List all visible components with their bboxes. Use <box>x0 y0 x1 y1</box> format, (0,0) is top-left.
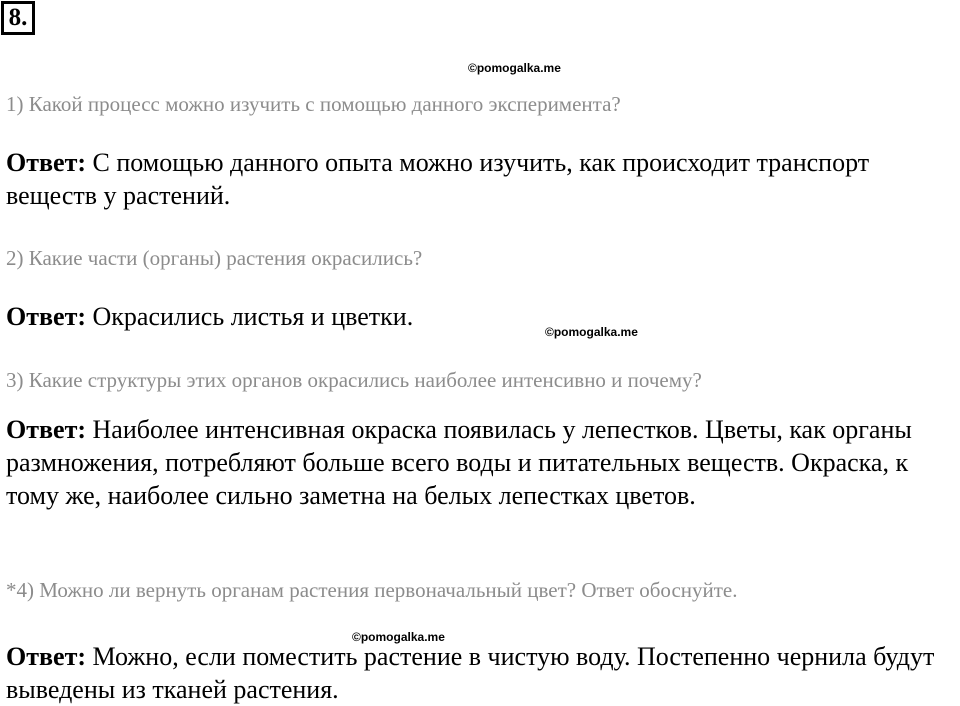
watermark: ©pomogalka.me <box>545 325 638 339</box>
answer-4 <box>6 640 958 706</box>
answer-3 <box>6 413 958 512</box>
watermark: ©pomogalka.me <box>352 630 445 644</box>
question-2: 2) Какие части (органы) растения окрасились? <box>6 246 423 270</box>
question-3: 3) Какие структуры этих органов окрасились наиболее интенсивно и почему? <box>6 368 702 392</box>
answer-4-text: Можно, если поместить растение в чистую воду. Постепенно чернила будут выведены из тканей растения. <box>6 642 935 704</box>
answer-3-text: Наиболее интенсивная окраска появилась у лепестков. Цветы, как органы размножения, потребляют больше всего воды и питательных веществ. Окраска, к тому же, наиболее сильно заметна на белых лепестках цветов. <box>6 415 912 510</box>
watermark: ©pomogalka.me <box>468 61 561 75</box>
answer-1-text: С помощью данного опыта можно изучить, как происходит транспорт веществ у растений. <box>6 148 870 210</box>
answer-2 <box>6 300 958 333</box>
task-number: 8. <box>8 4 28 31</box>
question-4: *4) Можно ли вернуть органам растения первоначальный цвет? Ответ обоснуйте. <box>6 578 738 602</box>
answer-label: Ответ: <box>6 148 87 177</box>
question-1: 1) Какой процесс можно изучить с помощью данного эксперимента? <box>6 92 621 116</box>
answer-label: Ответ: <box>6 302 87 331</box>
task-number-box <box>1 1 35 35</box>
answer-label: Ответ: <box>6 415 87 444</box>
answer-1 <box>6 146 958 212</box>
answer-2-text: Окрасились листья и цветки. <box>92 302 414 331</box>
answer-label: Ответ: <box>6 642 87 671</box>
